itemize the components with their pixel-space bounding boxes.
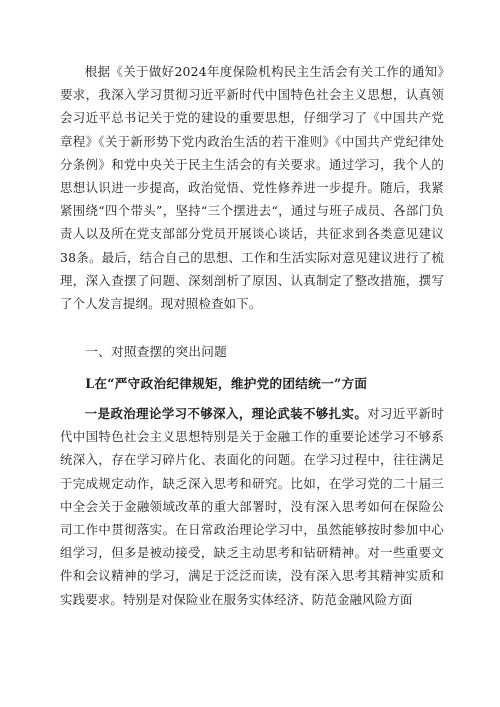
point-lead: 一是政治理论学习不够深入，理论武装不够扎实。	[84, 406, 368, 421]
intro-paragraph: 根据《关于做好2024年度保险机构民主生活会有关工作的通知》要求，我深入学习贯彻习近平新时代中国特色社会主义思想，认真领会习近平总书记关于党的建设的重要思想，仔细学习了《中国共产党章程》《关于新形势下党内政治生活的若干准则》《中国共产党纪律处分条例》和党中央关于民主生活会的有关要求。通过学习，我个人的思想认识进一步提高，政治觉悟、党性修养进一步提升。随后，我紧紧围绕“四个带头”，坚持“三个摆进去“，通过与班子成员、各部门负责人以及所在党支部部分党员开展谈心谈话，共征求到各类意见建议38条。最后，结合自己的思想、工作和生活实际对意见建议进行了梳理，深入查摆了问题、深刻剖析了原因、认真制定了整改措施，撰写了个人发言提纲。现对照检查如下。	[60, 64, 444, 312]
subsection-heading: L在“严守政治纪律规矩，维护党的团结统一”方面	[85, 376, 368, 391]
point-body: 对习近平新时代中国特色社会主义思想特别是关于金融工作的重要论述学习不够系统深入，存在学习碎片化、表面化的问题。在学习过程中，往往满足于完成规定动作，缺乏深入思考和研究。比如，在学习党的二十届三中全会关于金融领域改革的重大部署时，没有深入思考如何在保险公司工作中贯彻落实。在日常政治理论学习中，虽然能够按时参加中心组学习，但多是被动接受，缺乏主动思考和钻研精神。对一些重要文件和会议精神的学习，满足于泛泛而读，没有深入思考其精神实质和实践要求。特别是对保险业在服务实体经济、防范金融风险方面	[60, 406, 444, 607]
point-paragraph	[60, 402, 444, 611]
section-heading: 一、对照查摆的突出问题	[85, 344, 228, 359]
